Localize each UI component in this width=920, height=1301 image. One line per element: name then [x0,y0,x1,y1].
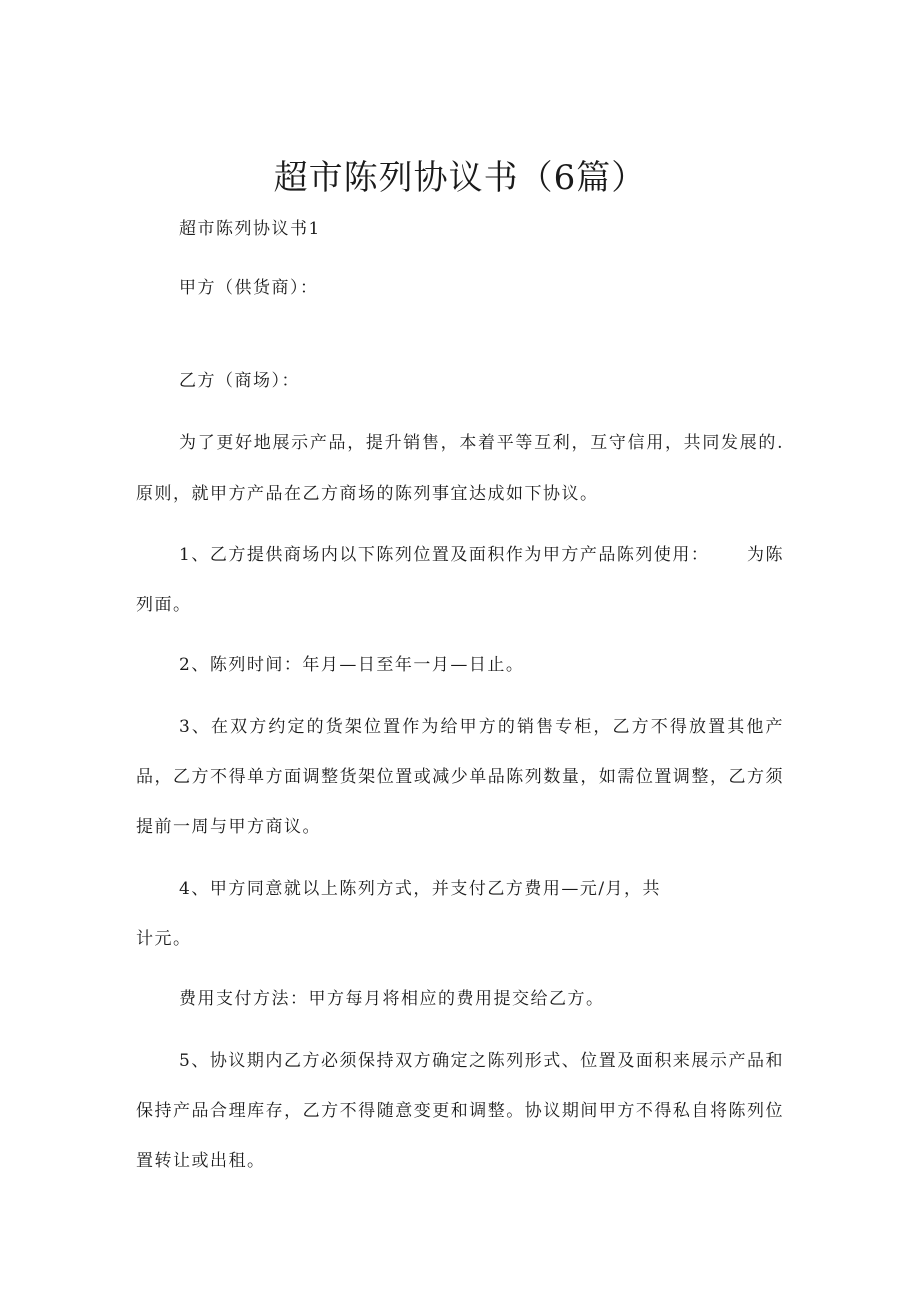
clause-3-line-3: 提前一周与甲方商议。 [136,817,321,837]
intro-line-1: 为了更好地展示产品，提升销售，本着平等互利，互守信用，共同发展的. [179,433,784,453]
intro-line-2: 原则，就甲方产品在乙方商场的陈列事宜达成如下协议。 [136,484,599,504]
clause-1-tail: 为陈 [747,545,784,565]
clause-2: 2、陈列时间：年月—日至年一月—日止。 [179,655,525,675]
party-a-label: 甲方（供货商）： [179,278,319,298]
clause-4-line-2: 计元。 [136,929,192,949]
payment-method: 费用支付方法：甲方每月将相应的费用提交给乙方。 [179,989,605,1009]
clause-3-line-2: 品，乙方不得单方面调整货架位置或减少单品陈列数量，如需位置调整，乙方须 [136,767,784,787]
clause-4-line-1: 4、甲方同意就以上陈列方式，并支付乙方费用—元/月，共 [179,879,662,899]
section-heading: 超市陈列协议书1 [179,219,321,239]
clause-5-line-1: 5、协议期内乙方必须保持双方确定之陈列形式、位置及面积来展示产品和 [179,1051,784,1071]
clause-1-text: 1、乙方提供商场内以下陈列位置及面积作为甲方产品陈列使用： [179,545,710,565]
clause-5-line-2: 保持产品合理库存，乙方不得随意变更和调整。协议期间甲方不得私自将陈列位 [136,1101,784,1121]
clause-1-line-1 [179,540,784,570]
document-title: 超市陈列协议书（6篇） [273,158,647,198]
clause-1-line-2: 列面。 [136,595,192,615]
party-b-label: 乙方（商场）： [179,371,300,391]
clause-3-line-1: 3、在双方约定的货架位置作为给甲方的销售专柜，乙方不得放置其他产 [179,717,784,737]
clause-5-line-3: 置转让或出租。 [136,1151,266,1171]
